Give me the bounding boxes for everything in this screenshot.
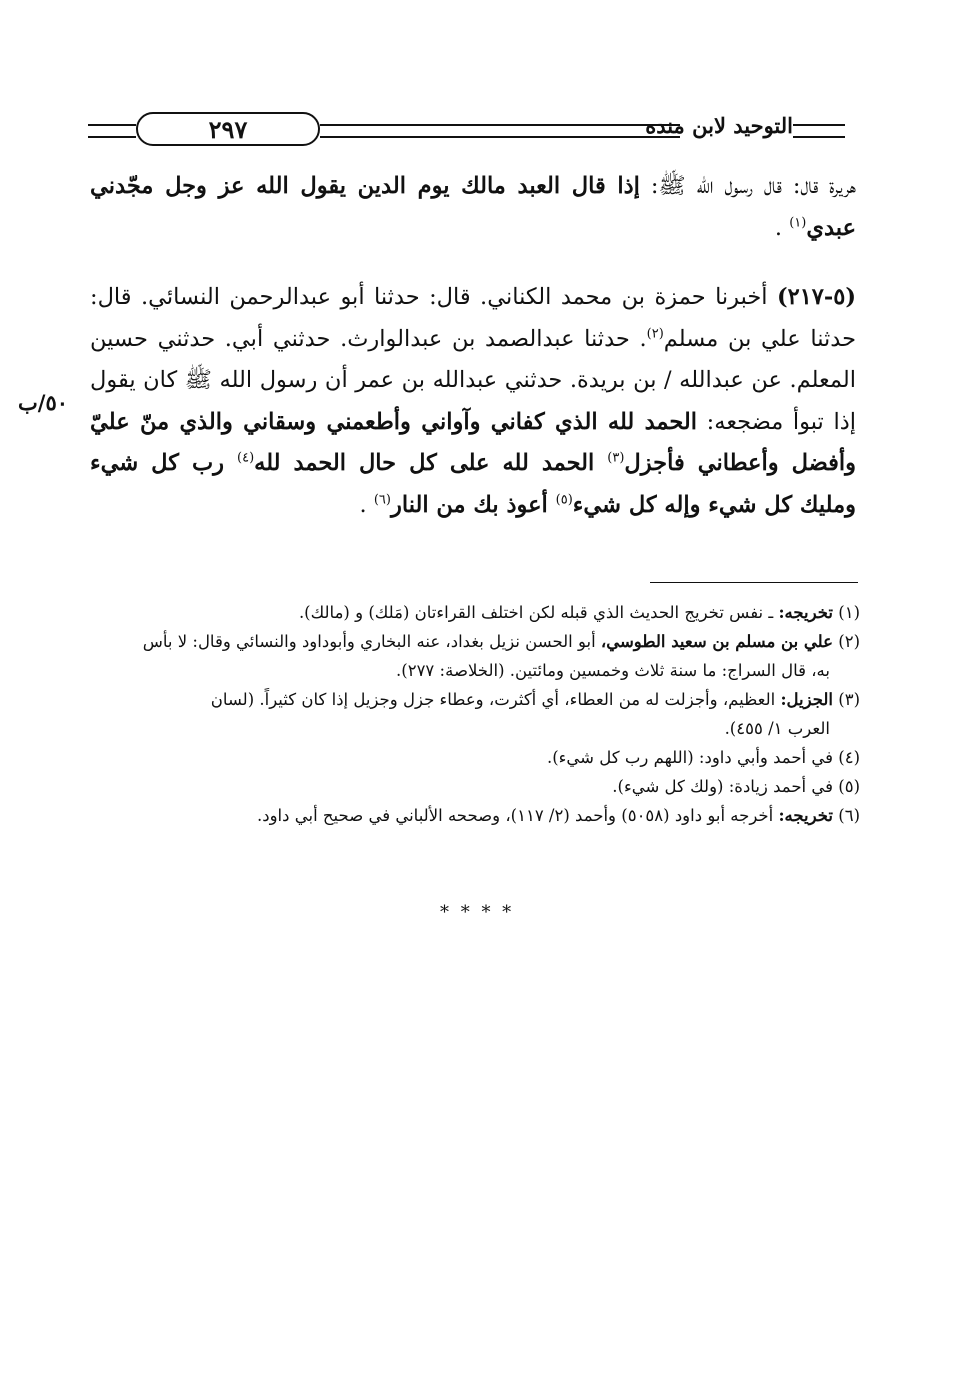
- hadith-quote: الحمد لله الذي كفاني وآواني وأطعمني وسقاني والذي منّ عليّ وأفضل وأعطاني فأجزل: [90, 408, 857, 476]
- footnote-number: (٣): [838, 690, 860, 709]
- book-title: التوحيد لابن منده: [645, 113, 793, 138]
- footnote-number: (٦): [838, 806, 860, 825]
- page-number: ٢٩٧: [136, 112, 320, 146]
- footnote-ref: (١): [789, 215, 807, 230]
- hadith-quote: أعوذ بك من النار: [390, 491, 556, 518]
- footnote-4: [130, 743, 860, 772]
- footnote-1: [130, 598, 860, 627]
- header-rule-left: [88, 124, 136, 138]
- footnote-2: [130, 627, 860, 656]
- hadith-quote: رب كل شيء ومليك كل شيء وإله كل شيء: [90, 450, 856, 518]
- footnote-text: في أحمد وأبي داود: (اللهم رب كل شيء).: [546, 748, 839, 767]
- hadith-number: (٥-٢١٧): [776, 284, 856, 310]
- footnote-ref: (٣): [607, 450, 625, 466]
- text-run: . حدثنا عبدالصمد بن عبدالوارث. حدثني أبي. حدثني حسين المعلم. عن عبدالله / بن بريدة. حدثني عبدالله بن عمر أن رسول الله ﷺ كان يقول إذا تبوأ مضجعه:: [90, 325, 856, 435]
- footnote-5: [130, 772, 860, 801]
- footnote-separator: [650, 582, 858, 583]
- footnote-ref: (٢): [646, 326, 664, 341]
- footnote-text: في أحمد زيادة: (ولك كل شيء).: [612, 777, 839, 796]
- footnote-2-continuation: به، قال السراج: ما سنة ثلاث وخمسين ومائتين. (الخلاصة: ٢٧٧).: [396, 661, 830, 680]
- footnote-number: (٢): [838, 632, 860, 651]
- main-text: [90, 166, 856, 526]
- text-run: أخبرنا حمزة بن محمد الكناني. قال: حدثنا أبو عبدالرحمن النسائي. قال: حدثنا علي بن مسلم: [90, 284, 856, 352]
- manuscript-folio-note: ٥٠/ب: [18, 390, 69, 415]
- paragraph-2: [90, 277, 856, 526]
- section-end-stars: * * * *: [440, 902, 515, 923]
- hadith-quote: إذا قال العبد مالك يوم الدين يقول الله عز وجل مجّدني عبدي: [90, 173, 856, 241]
- footnote-3-continuation: العرب ١/ ٤٥٥).: [724, 719, 830, 738]
- footnote-text: أخرجه أبو داود (٥٠٥٨) وأحمد (٢/ ١١٧)، وصححه الألباني في صحيح أبي داود.: [257, 806, 779, 825]
- footnote-number: (١): [838, 603, 860, 622]
- footnote-label: تخريجه:: [778, 603, 833, 622]
- header-rule-right: [793, 124, 845, 138]
- footnote-6: [130, 801, 860, 830]
- footnote-3: [130, 685, 860, 714]
- text-run: هريرة قال: قال رسول الله ﷺ:: [639, 173, 856, 199]
- footnote-number: (٥): [838, 777, 860, 796]
- footnotes: [130, 598, 860, 830]
- page-header: [88, 112, 852, 152]
- footnote-ref: (٥): [555, 492, 573, 507]
- paragraph-1: [90, 166, 856, 249]
- footnote-text: ـ نفس تخريج الحديث الذي قبله لكن اختلف القراءتان (مَلك) و (مالك).: [298, 603, 779, 622]
- footnote-number: (٤): [838, 748, 860, 767]
- footnote-label: الجزيل:: [780, 690, 833, 709]
- text-run: .: [774, 214, 790, 241]
- header-rule-middle: [320, 124, 680, 138]
- footnote-label: علي بن مسلم بن سعيد الطوسي،: [600, 632, 833, 651]
- text-run: .: [359, 491, 374, 518]
- footnote-text: العظيم، وأجزلت له من العطاء، أي أكثرت، وعطاء جزل وجزيل إذا كان كثيراً. (لسان: [210, 690, 781, 709]
- footnote-ref: (٦): [373, 492, 391, 507]
- footnote-text: أبو الحسن نزيل بغداد، عنه البخاري وأبوداود والنسائي وقال: لا بأس: [142, 632, 601, 651]
- footnote-label: تخريجه:: [778, 806, 833, 825]
- hadith-quote: الحمد لله على كل حال الحمد لله: [254, 450, 608, 476]
- footnote-ref: (٤): [237, 450, 255, 466]
